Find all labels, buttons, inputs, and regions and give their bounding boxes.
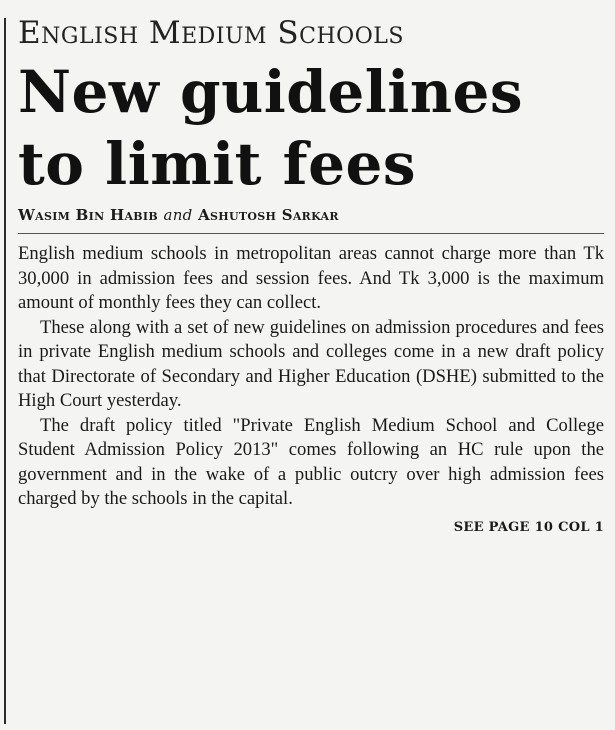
headline-line-1: New guidelines xyxy=(18,58,524,126)
byline-divider xyxy=(18,233,604,234)
section-kicker: English Medium Schools xyxy=(18,15,404,51)
headline-line-2: to limit fees xyxy=(18,130,417,198)
author-1: Wasim Bin Habib xyxy=(18,206,158,224)
byline xyxy=(18,206,604,224)
paragraph-2: These along with a set of new guidelines on admission procedures and fees in private English medium schools and colleges come in a new draft policy that Directorate of Secondary and Higher Education (DSHE) submitted to the High Court yesterday. xyxy=(18,316,604,411)
headline xyxy=(18,56,604,200)
news-article xyxy=(18,14,604,535)
byline-conjunction: and xyxy=(163,206,193,224)
column-rule xyxy=(4,18,6,724)
continuation-jump: SEE PAGE 10 COL 1 xyxy=(453,519,604,535)
paragraph-1: English medium schools in metropolitan areas cannot charge more than Tk 30,000 in admission fees and session fees. And Tk 3,000 is the maximum amount of monthly fees they can collect. xyxy=(18,243,604,313)
article-body xyxy=(18,242,604,512)
author-2: Ashutosh Sarkar xyxy=(198,206,339,224)
paragraph-3: The draft policy titled "Private English Medium School and College Student Admission Policy 2013" comes following an HC rule upon the government and in the wake of a public outcry over high admission fees charged by the schools in the capital. xyxy=(18,414,604,509)
